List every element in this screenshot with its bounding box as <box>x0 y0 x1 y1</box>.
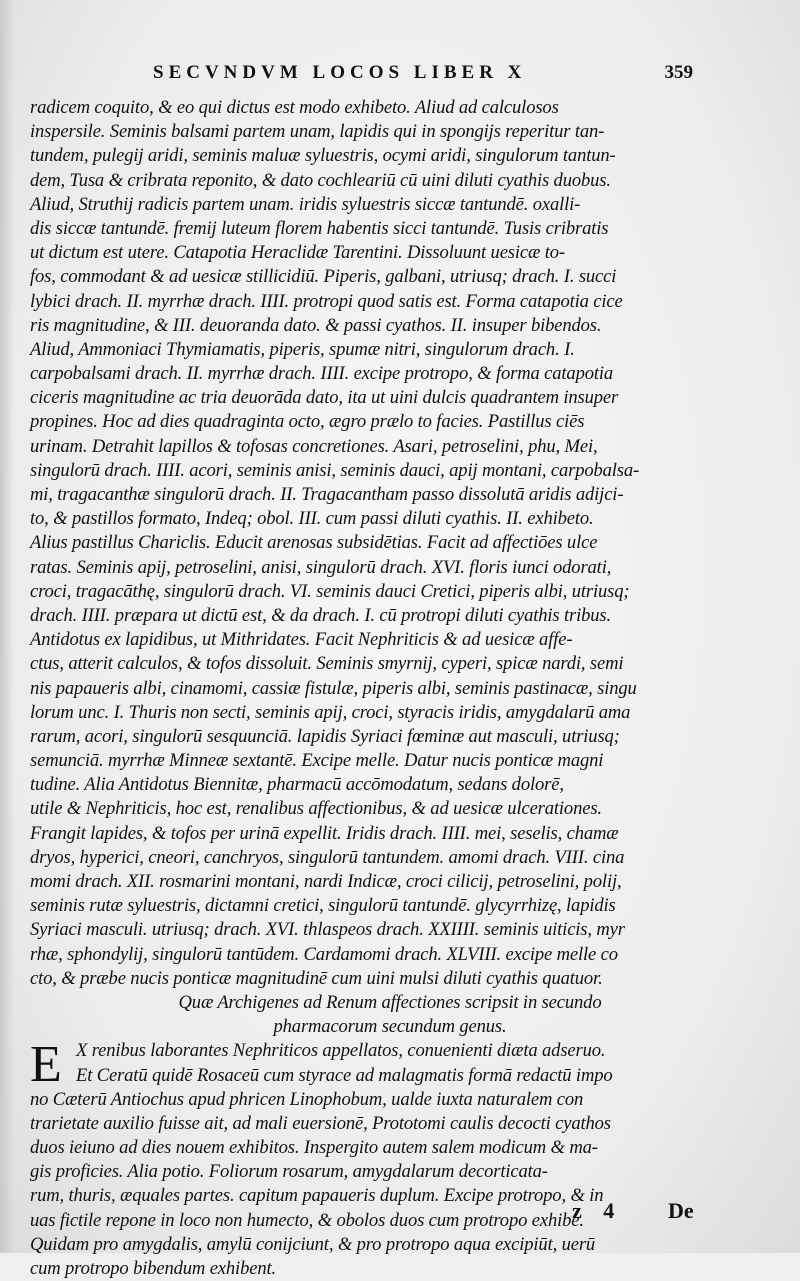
text-line: semunciā. myrrhæ Minneæ sextantē. Excipe melle. Datur nucis ponticæ magni <box>30 750 604 772</box>
text-line: ratas. Seminis apij, petroselini, anisi, singulorū drach. XVI. floris iunci odorati, <box>30 556 612 578</box>
main-text <box>30 96 750 1281</box>
section-text-line: trarietate auxilio fuisse ait, ad mali euersionē, Prototomi caulis decocti cyathos <box>30 1112 611 1134</box>
text-line: carpobalsami drach. II. myrrhæ drach. IIII. excipe protropo, & forma catapotia <box>30 363 614 385</box>
section-text-line: rum, thuris, æquales partes. capitum papaueris duplum. Excipe protropo, & in <box>30 1185 604 1207</box>
section-text-line: no Cæterū Antiochus apud phricen Linophobum, ualde iuxta naturalem con <box>30 1088 584 1110</box>
text-line: dem, Tusa & cribrata reponito, & dato cochleariū cū uini diluti cyathis duobus. <box>30 169 611 191</box>
text-line: urinam. Detrahit lapillos & tofosas concretiones. Asari, petroselini, phu, Mei, <box>30 435 598 457</box>
text-line: rarum, acori, singulorū sesquunciā. lapidis Syriaci fœminæ aut masculi, utriusq; <box>30 725 620 747</box>
text-line: propines. Hoc ad dies quadraginta octo, ægro prælo to facies. Pastillus ciēs <box>30 411 585 433</box>
text-line: Aliud, Ammoniaci Thymiamatis, piperis, spumæ nitri, singulorum drach. I. <box>30 338 575 360</box>
section-heading-line: pharmacorum secundum genus. <box>273 1016 507 1038</box>
section-text-line: cum protropo bibendum exhibent. <box>30 1258 276 1279</box>
text-line: utile & Nephriticis, hoc est, renalibus affectionibus, & ad uesicæ ulcerationes. <box>30 798 602 820</box>
text-line: tundem, pulegij aridi, seminis maluæ syluestris, ocymi aridi, singulorum tantun- <box>30 145 616 167</box>
section-text-line: duos ieiuno ad dies nouem exhibitos. Inspergito autem salem modicum & ma- <box>30 1137 598 1159</box>
text-line: Frangit lapides, & tofos per urinā expellit. Iridis drach. IIII. mei, seselis, chamæ <box>30 822 619 844</box>
text-line: Aliud, Struthij radicis partem unam. iridis syluestris siccæ tantundē. oxalli- <box>30 193 581 215</box>
text-line: dryos, hyperici, cneori, canchryos, singulorū tantundem. amomi drach. VIII. cina <box>30 846 625 868</box>
text-line: drach. IIII. præpara ut dictū est, & da drach. I. cū protropi diluti cyathis tribus. <box>30 604 611 626</box>
text-line: dis siccæ tantundē. fremij luteum florem habentis sicci tantundē. Tusis cribratis <box>30 217 609 239</box>
text-line: radicem coquito, & eo qui dictus est modo exhibeto. Aliud ad calculosos <box>30 97 559 118</box>
section-text-first: X renibus laborantes Nephriticos appellatos, conuenienti diæta adseruo. <box>76 1040 606 1062</box>
text-line: Antidotus ex lapidibus, ut Mithridates. Facit Nephriticis & ad uesicæ affe- <box>30 629 573 651</box>
text-line: croci, tragacāthę, singulorū drach. VI. seminis dauci Cretici, piperis albi, utriusq; <box>30 580 630 602</box>
text-line: lybici drach. II. myrrhæ drach. IIII. protropi quod satis est. Forma catapotia cice <box>30 290 623 312</box>
text-line: to, & pastillos formato, Indeq; obol. III. cum passi diluti cyathis. II. exhibeto. <box>30 508 594 530</box>
page-footer <box>0 1198 800 1238</box>
text-line: seminis rutæ syluestris, dictamni cretici, singulorū tantundē. glycyrrhizę, lapidis <box>30 895 616 917</box>
text-line: singulorū drach. IIII. acori, seminis anisi, seminis dauci, apij montani, carpobalsa- <box>30 459 640 481</box>
section-text-line: Et Ceratū quidē Rosaceū cum styrace ad malagmatis formā redactū impo <box>76 1064 613 1086</box>
signature-mark: z 4 <box>572 1198 623 1223</box>
text-line: rhæ, sphondylij, singulorū tantūdem. Cardamomi drach. XLVIII. excipe melle co <box>30 943 618 965</box>
text-line: mi, tragacanthæ singulorū drach. II. Tragacantham passo dissolutā aridis adijci- <box>30 484 624 505</box>
text-line: ciceris magnitudine ac tria deuorāda dato, ita ut uini dulcis quadrantem insuper <box>30 387 619 409</box>
text-line: nis papaueris albi, cinamomi, cassiæ fistulæ, piperis albi, seminis pastinacæ, singu <box>30 677 637 699</box>
text-line: fos, commodant & ad uesicæ stillicidiū. Piperis, galbani, utriusq; drach. I. succi <box>30 266 617 288</box>
page-edge-shadow <box>0 0 14 1253</box>
text-line: tudine. Alia Antidotus Biennitæ, pharmacū accōmodatum, sedans dolorē, <box>30 774 564 796</box>
section-heading-line: Quæ Archigenes ad Renum affectiones scripsit in secundo <box>178 991 602 1013</box>
section-text-block <box>30 1036 750 1281</box>
text-line: Syriaci masculi. utriusq; drach. XVI. thlaspeos drach. XXIIII. seminis uiticis, myr <box>30 919 625 941</box>
text-line: cto, & præbe nucis ponticæ magnitudinē cum uini mulsi diluti cyathis quatuor. <box>30 967 603 989</box>
running-head <box>125 62 705 92</box>
body-text-block <box>30 96 750 991</box>
text-line: lorum unc. I. Thuris non secti, seminis apij, croci, styracis iridis, amygdalarū ama <box>30 701 631 723</box>
text-line: ris magnitudine, & III. deuoranda dato. & passi cyathos. II. insuper bibendos. <box>30 314 602 336</box>
section-text-line: uas fictile repone in loco non humecto, & obolos duos cum protropo exhibe. <box>30 1209 584 1231</box>
text-line: ctus, atterit calculos, & tofos dissoluit. Seminis smyrnij, cyperi, spicæ nardi, semi <box>30 653 624 675</box>
running-head-title: SECVNDVM LOCOS LIBER X <box>153 62 527 83</box>
text-line: ut dictum est utere. Catapotia Heraclidæ Tarentini. Dissoluunt uesicæ to- <box>30 242 565 264</box>
text-line: Alius pastillus Chariclis. Educit arenosas subsidētias. Facit ad affectiōes ulce <box>30 532 598 554</box>
section-text-line: gis proficies. Alia potio. Foliorum rosarum, amygdalarum decorticata- <box>30 1161 548 1183</box>
section-text-line: Quidam pro amygdalis, amylū conijciunt, & pro protropo aqua excipiūt, uerū <box>30 1233 596 1255</box>
text-line: momi drach. XII. rosmarini montani, nardi Indicæ, croci cilicij, petroselini, polij, <box>30 871 622 892</box>
catchword: De <box>668 1198 694 1223</box>
drop-cap-letter: E <box>30 1036 62 1094</box>
page-number: 359 <box>664 62 693 83</box>
text-line: inspersile. Seminis balsami partem unam, lapidis qui in spongijs reperitur tan- <box>30 121 605 143</box>
